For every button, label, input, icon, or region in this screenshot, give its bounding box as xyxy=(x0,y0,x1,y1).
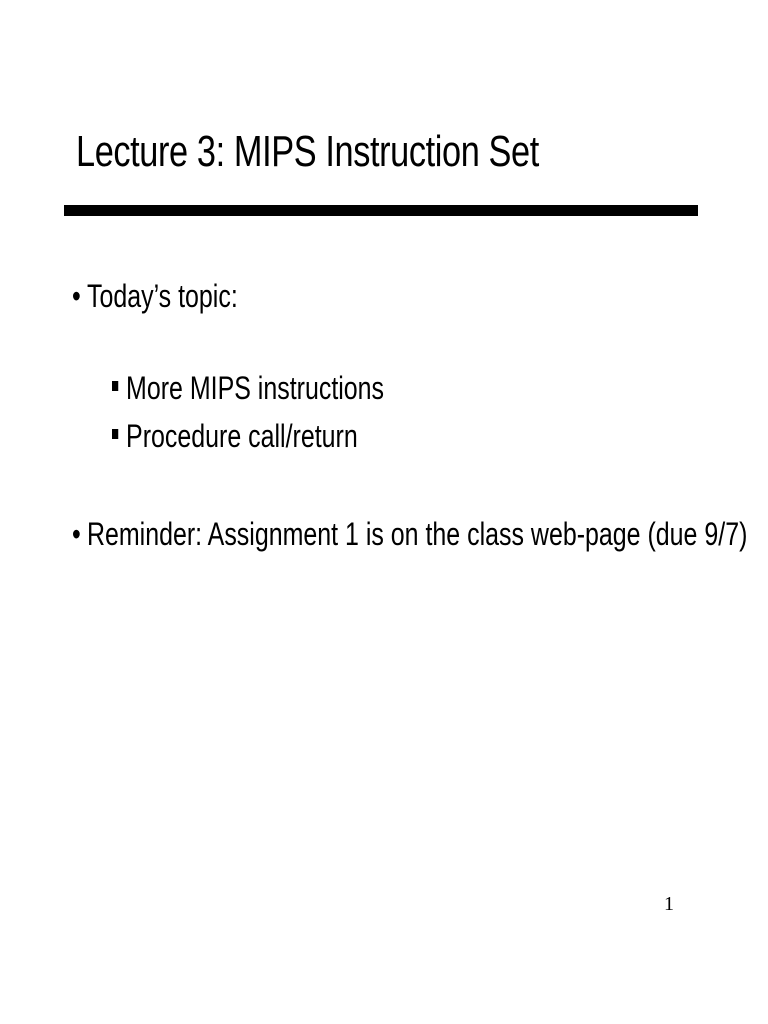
bullet-item-reminder xyxy=(72,514,747,554)
sub-bullet-item xyxy=(112,368,384,408)
bullet-text: Today’s topic: xyxy=(86,278,238,314)
slide-title: Lecture 3: MIPS Instruction Set xyxy=(76,127,539,176)
square-bullet-icon xyxy=(112,429,118,439)
bullet-marker: • xyxy=(72,278,81,314)
bullet-text: Reminder: Assignment 1 is on the class web-page (due 9/7) xyxy=(86,516,748,552)
sub-bullet-text: Procedure call/return xyxy=(126,418,358,454)
title-divider xyxy=(64,205,698,216)
sub-bullet-item xyxy=(112,416,358,456)
bullet-item-topic xyxy=(72,276,238,316)
sub-bullet-text: More MIPS instructions xyxy=(126,370,385,406)
square-bullet-icon xyxy=(112,381,118,391)
page-number: 1 xyxy=(664,893,674,915)
bullet-marker: • xyxy=(72,516,81,552)
